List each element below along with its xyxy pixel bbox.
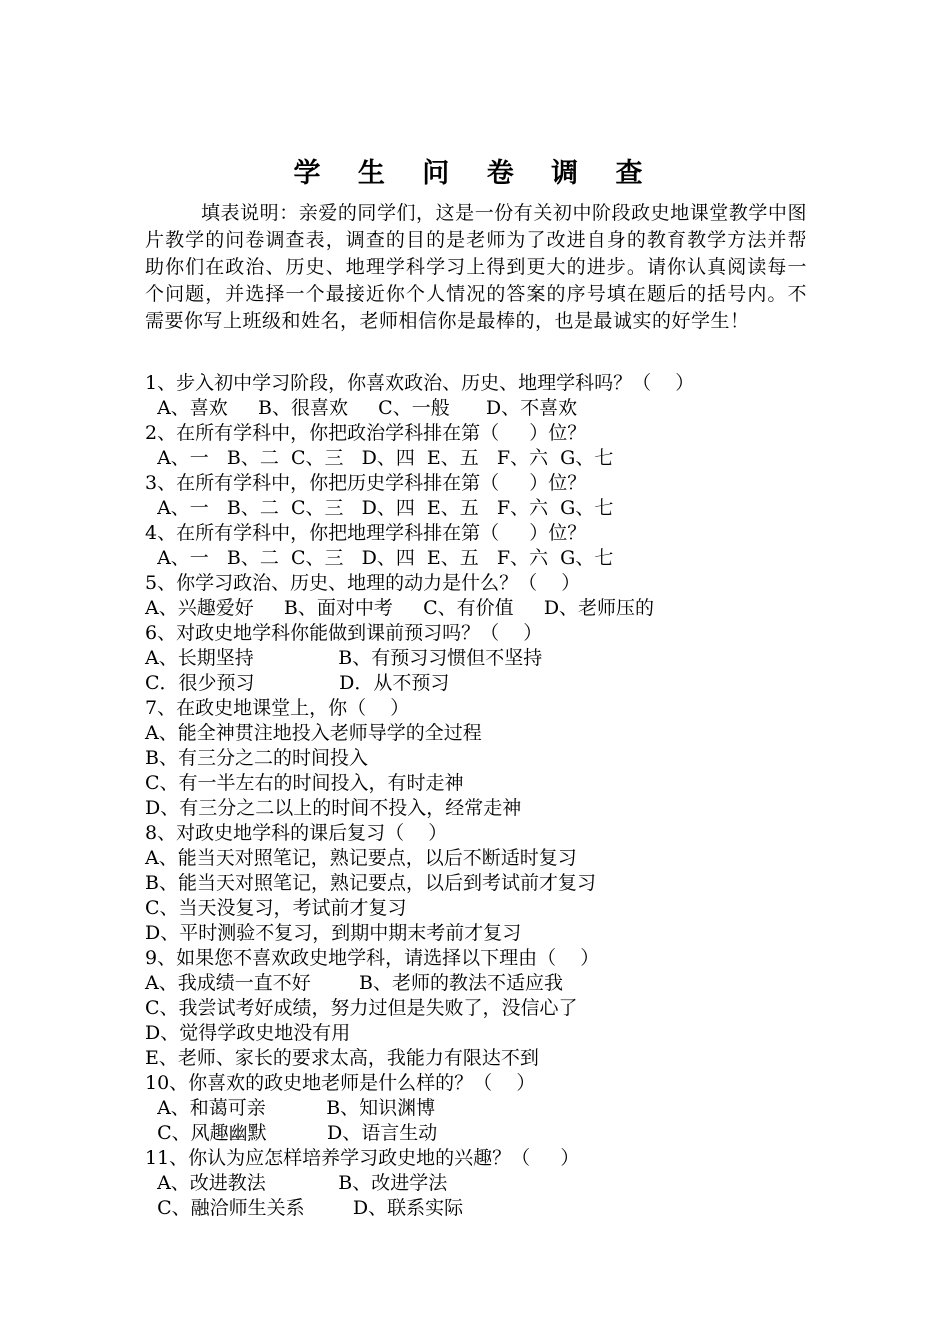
question-line: D、有三分之二以上的时间不投入，经常走神 bbox=[145, 797, 522, 819]
question-line: A、改进教法 B、改进学法 bbox=[145, 1172, 448, 1194]
question-line: 2、在所有学科中，你把政治学科排在第（ ）位？ bbox=[145, 422, 587, 444]
question-line: A、能全神贯注地投入老师导学的全过程 bbox=[145, 722, 482, 744]
instructions-paragraph: 填表说明：亲爱的同学们，这是一份有关初中阶段政史地课堂教学中图片教学的问卷调查表，调查的目的是老师为了改进自身的教育教学方法并帮助你们在政治、历史、地理学科学习上得到更大的进步。请你认真阅读每一个问题，并选择一个最接近你个人情况的答案的序号填在题后的括号内。不需要你写上班级和姓名，老师相信你是最棒的，也是最诚实的好学生！ bbox=[145, 202, 807, 332]
question-line: D、觉得学政史地没有用 bbox=[145, 1022, 351, 1044]
question-line: A、能当天对照笔记，熟记要点，以后不断适时复习 bbox=[145, 847, 577, 869]
question-line: A、兴趣爱好 B、面对中考 C、有价值 D、老师压的 bbox=[145, 597, 655, 619]
question-line: A、一 B、二 C、三 D、四 E、五 F、六 G、七 bbox=[145, 547, 614, 569]
question-line: E、老师、家长的要求太高，我能力有限达不到 bbox=[145, 1047, 539, 1069]
question-line: C、有一半左右的时间投入，有时走神 bbox=[145, 772, 464, 794]
question-line: 8、对政史地学科的课后复习（ ） bbox=[145, 822, 448, 844]
question-line: C．很少预习 D．从不预习 bbox=[145, 672, 450, 694]
question-line: 4、在所有学科中，你把地理学科排在第（ ）位？ bbox=[145, 522, 587, 544]
question-line: D、平时测验不复习，到期中期末考前才复习 bbox=[145, 922, 522, 944]
question-line: 10、你喜欢的政史地老师是什么样的？（ ） bbox=[145, 1072, 536, 1094]
question-line: A、一 B、二 C、三 D、四 E、五 F、六 G、七 bbox=[145, 447, 614, 469]
question-line: A、一 B、二 C、三 D、四 E、五 F、六 G、七 bbox=[145, 497, 614, 519]
question-line: B、能当天对照笔记，熟记要点，以后到考试前才复习 bbox=[145, 872, 596, 894]
question-line: A、喜欢 B、很喜欢 C、一般 D、不喜欢 bbox=[145, 397, 578, 419]
question-line: C、融洽师生关系 D、联系实际 bbox=[145, 1197, 464, 1219]
page-title: 学 生 问 卷 调 查 bbox=[293, 158, 657, 189]
question-line: 9、如果您不喜欢政史地学科，请选择以下理由（ ） bbox=[145, 947, 600, 969]
question-line: 11、你认为应怎样培养学习政史地的兴趣？（ ） bbox=[145, 1147, 580, 1169]
question-list bbox=[145, 371, 825, 1221]
question-line: C、当天没复习，考试前才复习 bbox=[145, 897, 407, 919]
question-line: 5、你学习政治、历史、地理的动力是什么？（ ） bbox=[145, 572, 581, 594]
question-line: B、有三分之二的时间投入 bbox=[145, 747, 368, 769]
question-line: 3、在所有学科中，你把历史学科排在第（ ）位？ bbox=[145, 472, 587, 494]
question-line: 6、对政史地学科你能做到课前预习吗？（ ） bbox=[145, 622, 543, 644]
question-line: A、我成绩一直不好 B、老师的教法不适应我 bbox=[145, 972, 564, 994]
question-line: A、长期坚持 B、有预习习惯但不坚持 bbox=[145, 647, 543, 669]
question-line: C、我尝试考好成绩，努力过但是失败了，没信心了 bbox=[145, 997, 578, 1019]
question-line: A、和蔼可亲 B、知识渊博 bbox=[145, 1097, 436, 1119]
question-line: C、风趣幽默 D、语言生动 bbox=[145, 1122, 438, 1144]
question-line: 1、步入初中学习阶段，你喜欢政治、历史、地理学科吗？（ ） bbox=[145, 372, 695, 394]
question-line: 7、在政史地课堂上，你（ ） bbox=[145, 697, 410, 719]
